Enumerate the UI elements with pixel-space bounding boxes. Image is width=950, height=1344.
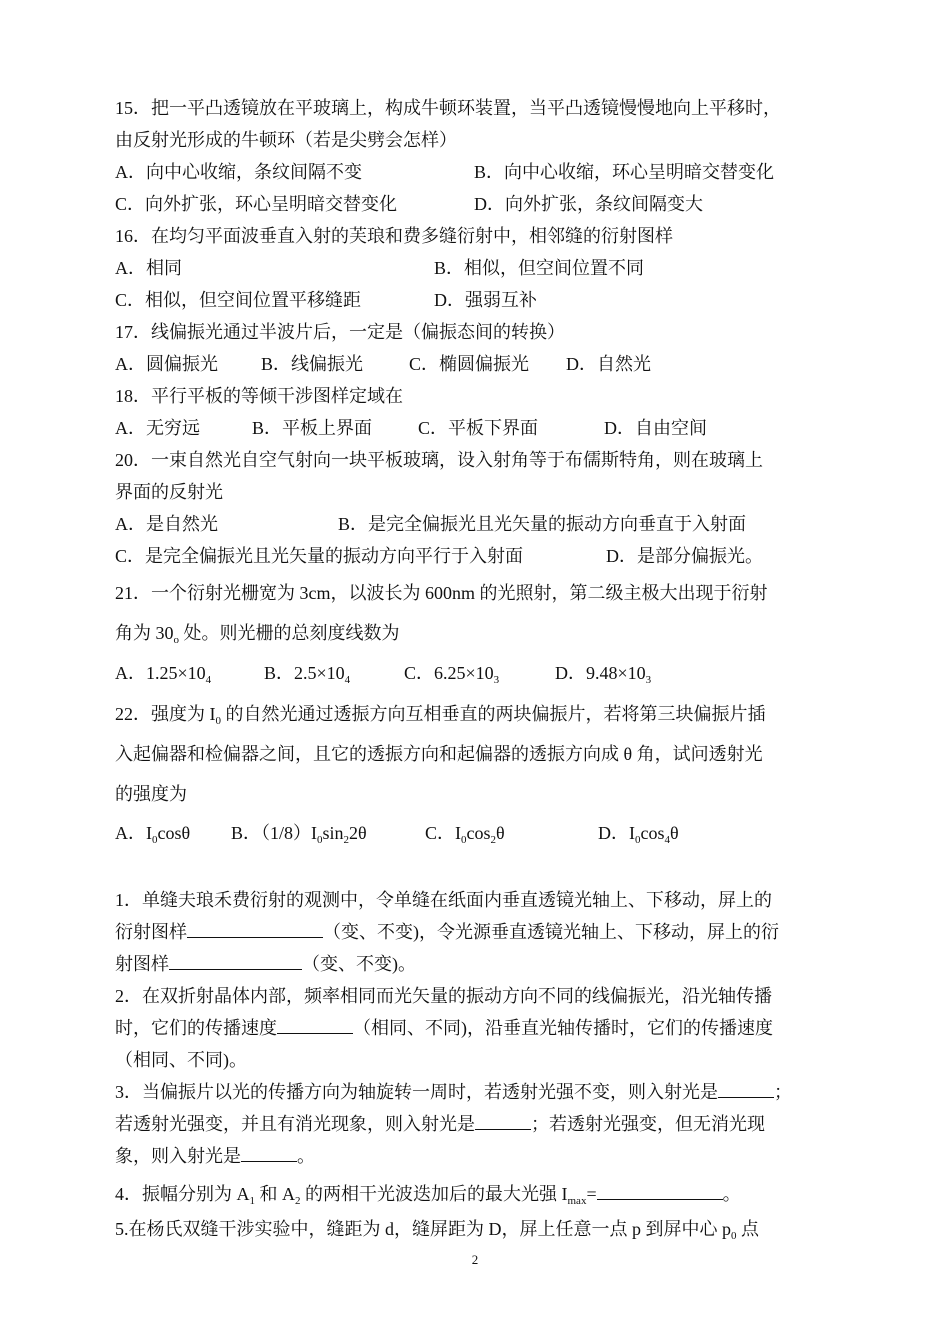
q20-option-c: C．是完全偏振光且光矢量的振动方向平行于入射面: [115, 546, 524, 566]
q20-stem-line1: 20．一束自然光自空气射向一块平板玻璃，设入射角等于布儒斯特角，则在玻璃上: [115, 450, 763, 470]
q21-stem-line2: 角为 $30_o$ 处。则光栅的总刻度线数为: [115, 623, 400, 646]
q16-option-a: A．相同: [115, 258, 182, 278]
q17-option-b: B．线偏振光: [261, 354, 364, 374]
fill2-line2: 时，它们的传播速度 （相同、不同)，沿垂直光轴传播时，它们的传播速度: [115, 1018, 773, 1038]
q21-option-c: C．$6.25\times 10_3$: [404, 663, 500, 686]
fill3-line2: 若透射光强变，并且有消光现象，则入射光是 ；若透射光强变，但无消光现: [115, 1114, 765, 1134]
fill2-blank1[interactable]: [277, 1017, 353, 1034]
q17-option-a: A．圆偏振光: [115, 354, 218, 374]
q21-option-a: A．$1.25\times 10_4$: [115, 663, 212, 686]
q16-stem: 16．在均匀平面波垂直入射的芙琅和费多缝衍射中，相邻缝的衍射图样: [115, 226, 673, 246]
q15-option-c: C．向外扩张，环心呈明暗交替变化: [115, 194, 398, 214]
q15-stem-line2: 由反射光形成的牛顿环（若是尖劈会怎样）: [115, 130, 457, 150]
q15-option-d: D．向外扩张，条纹间隔变大: [474, 194, 703, 214]
q17-option-d: D．自然光: [566, 354, 651, 374]
q22-stem-line3: 的强度为: [115, 784, 187, 804]
fill2-line1: 2．在双折射晶体内部，频率相同而光矢量的振动方向不同的线偏振光，沿光轴传播: [115, 986, 772, 1006]
q18-option-a: A．无穷远: [115, 418, 200, 438]
q21-option-d: D．$9.48\times 10_3$: [555, 663, 652, 686]
fill3-line3: 象，则入射光是 。: [115, 1146, 315, 1166]
fill3-blank2[interactable]: [475, 1113, 531, 1130]
q17-option-c: C．椭圆偏振光: [409, 354, 530, 374]
q20-option-a: A．是自然光: [115, 514, 218, 534]
q20-stem-line2: 界面的反射光: [115, 482, 223, 502]
q22-stem-line1: 22．强度为 $I_0$ 的自然光通过透振方向互相垂直的两块偏振片，若将第三块偏振片插: [115, 704, 766, 727]
fill1-line2: 衍射图样 （变、不变)，令光源垂直透镜光轴上、下移动，屏上的衍: [115, 922, 779, 942]
fill3-blank3[interactable]: [241, 1145, 297, 1162]
fill1-line3: 射图样 （变、不变)。: [115, 954, 416, 974]
q22-option-a: A．$I_0\cos\theta$: [115, 823, 191, 846]
q16-option-d: D．强弱互补: [434, 290, 537, 310]
q20-option-d: D．是部分偏振光。: [606, 546, 763, 566]
q15-option-a: A．向中心收缩，条纹间隔不变: [115, 162, 362, 182]
q22-option-c: C．$I_0\cos_2\theta$: [425, 823, 505, 846]
q15-option-b: B．向中心收缩，环心呈明暗交替变化: [474, 162, 775, 182]
q21-stem-line1: 21．一个衍射光栅宽为 3cm，以波长为 600nm 的光照射，第二级主极大出现于衍射: [115, 583, 768, 603]
q16-option-b: B．相似，但空间位置不同: [434, 258, 645, 278]
fill4-line: 4．振幅分别为 $A_1$ 和 $A_2$ 的两相干光波迭加后的最大光强 $I_{max}=$ 。: [115, 1184, 741, 1207]
q22-option-d: D．$I_0\cos_4\theta$: [598, 823, 679, 846]
q17-stem: 17．线偏振光通过半波片后，一定是（偏振态间的转换）: [115, 322, 565, 342]
fill3-blank1[interactable]: [718, 1081, 774, 1098]
q21-option-b: B．$2.5\times 10_4$: [264, 663, 351, 686]
fill5-line: 5.在杨氏双缝干涉实验中，缝距为 d，缝屏距为 D，屏上任意一点 p 到屏中心 $p_0$ 点: [115, 1219, 759, 1242]
q20-option-b: B．是完全偏振光且光矢量的振动方向垂直于入射面: [338, 514, 747, 534]
q18-option-b: B．平板上界面: [252, 418, 373, 438]
fill1-line1: 1．单缝夫琅禾费衍射的观测中，令单缝在纸面内垂直透镜光轴上、下移动，屏上的: [115, 890, 772, 910]
fill2-line3: （相同、不同)。: [115, 1050, 247, 1070]
fill3-line1: 3．当偏振片以光的传播方向为轴旋转一周时，若透射光强不变，则入射光是 ；: [115, 1082, 792, 1102]
q15-stem-line1: 15．把一平凸透镜放在平玻璃上，构成牛顿环装置，当平凸透镜慢慢地向上平移时，: [115, 98, 781, 118]
q18-option-d: D．自由空间: [604, 418, 707, 438]
fill1-blank1[interactable]: [187, 921, 323, 938]
q18-stem: 18．平行平板的等倾干涉图样定域在: [115, 386, 403, 406]
q16-option-c: C．相似，但空间位置平移缝距: [115, 290, 362, 310]
page-number: 2: [471, 1252, 479, 1267]
fill4-blank[interactable]: [597, 1183, 723, 1200]
q22-stem-line2: 入起偏器和检偏器之间，且它的透振方向和起偏器的透振方向成 θ 角，试问透射光: [115, 744, 763, 764]
fill1-blank2[interactable]: [169, 953, 302, 970]
q22-option-b: B．$(1/8)I_0\sin_22\theta$: [231, 823, 367, 846]
q18-option-c: C．平板下界面: [418, 418, 539, 438]
